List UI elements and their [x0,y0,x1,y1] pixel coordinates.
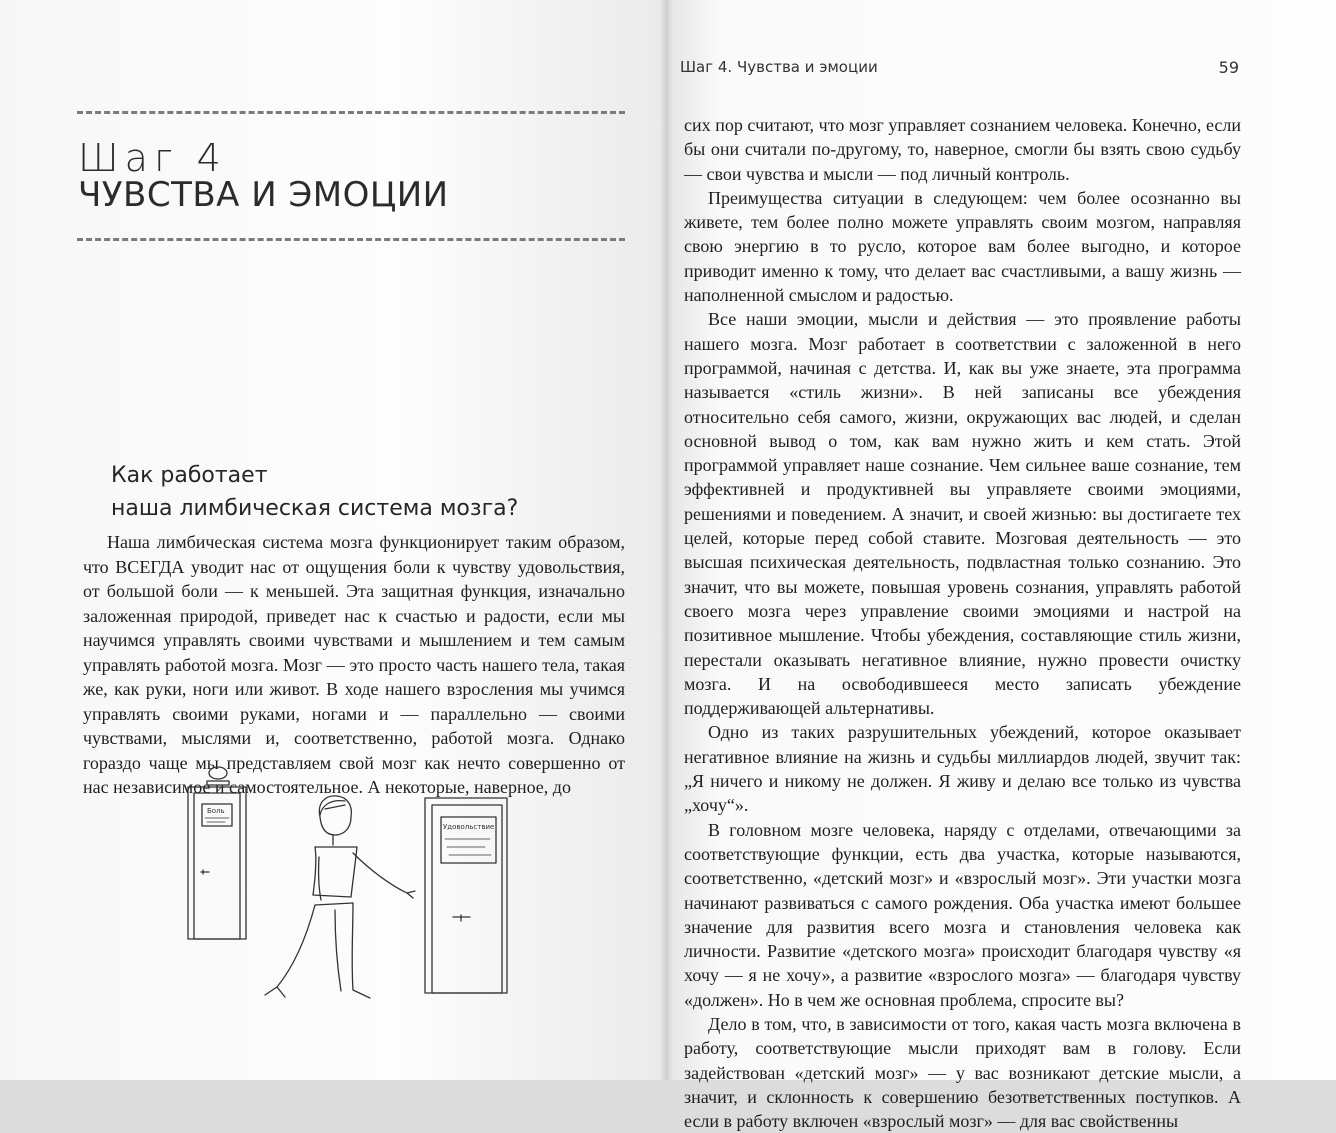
left-body-text [83,530,625,800]
section-heading-line1: Как работает [111,463,268,488]
paragraph: Одно из таких разрушительных убеждений, которое оказывает негативное влияние на жизнь и судьбы миллиардов людей, звучит так: „Я ничего и никому не должен. Я живу и делаю все только из чувства „хочу“». [684,722,1241,816]
paragraph: Все наши эмоции, мысли и действия — это проявление работы нашего мозга. Мозг работает в соответствии с заложенной в него программой, начиная с детства. И, как вы уже знаете, эта программа называется «стиль жизни». В ней записаны все убеждения относительно себя самого, жизни, окружающих вас людей, и сделан основной вывод о том, как вам нужно жить и кем стать. Этой программой управляет наше сознание. Чем сильнее ваше сознание, тем эффективней и продуктивней вы управляете своими эмоциями, решениями и поведением. А значит, и своей жизнью: вы достигаете тех целей, которые перед собой ставите. Мозговая деятельность — это высшая психическая деятельность, подвластная только сознанию. Это значит, что вы можете, повышая уровень сознания, управлять работой своего мозга через управление своими эмоциями и настрой на позитивное мышление. Чтобы убеждения, составляющие стиль жизни, перестали оказывать негативное влияние, нужно провести очистку мозга. И на освободившееся место записать убеждение поддерживающей альтернативы. [684,309,1241,719]
paragraph: Преимущества ситуации в следующем: чем более осознанно вы живете, тем более полно можете управлять своим мозгом, направляя свою энергию в то русло, которое вам более выгодно, и которое приводит именно к тому, что делает вас счастливыми, а вашу жизнь — наполненной смыслом и радостью. [684,187,1241,306]
paragraph: Дело в том, что, в зависимости от того, какая часть мозга включена в работу, соответствующие мысли приходят вам в голову. Если задействован «детский мозг» — у вас возникают детские мысли, а значит, и склонность к совершению безответственных поступков. А если в работу включен «взрослый мозг» — для вас свойственны [684,1013,1241,1132]
page-number: 59 [1218,58,1239,77]
running-head: Шаг 4. Чувства и эмоции [680,58,878,76]
walking-person [265,796,415,998]
bottom-dashed-rule [77,238,625,241]
right-door-sign: Удовольствие [443,823,495,831]
chapter-title: ЧУВСТВА И ЭМОЦИИ [78,175,449,215]
section-heading [111,459,631,525]
paragraph: Наша лимбическая система мозга функционирует таким образом, что ВСЕГДА уводит нас от ощущения боли к чувству удовольствия, от большой боли — к меньшей. Эта защитная функция, изначально заложенная природой, приведет нас к счастью и радости, если мы научимся управлять своими чувствами и мышлением и тем самым управлять работой мозга. Мозг — это просто часть нашего тела, такая же, как руки, ноги или живот. В ходе нашего взросления мы учимся управлять своими руками, ногами и — параллельно — своими чувствами, мыслями и, соответственно, работой мозга. Однако гораздо чаще мы представляем свой мозг как нечто совершенно от нас независимое и самостоятельное. А некоторые, наверное, до [83,532,625,797]
chapter-step: Шаг 4 [78,136,227,180]
top-dashed-rule [77,111,625,114]
illustration-doors [185,765,545,1015]
lamp-icon [207,767,229,785]
left-door [188,787,246,939]
paragraph: В головном мозге человека, наряду с отделами, отвечающими за соответствующие функции, есть два участка, которые называются, соответственно, «детский мозг» и «взрослый мозг». Эти участки мозга начинают развиваться с самого рождения. Оба участка имеют большее значение для развития всего мозга и становления человека как личности. Развитие «детского мозга» происходит благодаря чувству «я хочу — я не хочу», а развитие «взрослого мозга» — благодаря чувству «должен». Но в чем же основная проблема, спросите вы? [684,819,1241,1010]
book-gutter [660,0,672,1080]
right-body-text [684,113,1241,1133]
right-door [425,798,507,993]
left-door-sign: Боль [207,807,225,815]
section-heading-line2: наша лимбическая система мозга? [111,496,519,521]
paragraph: сих пор считают, что мозг управляет сознанием человека. Конечно, если бы они считали по-другому, то, наверное, смогли бы взять свою судьбу — свои чувства и мысли — под личный контроль. [684,115,1241,184]
